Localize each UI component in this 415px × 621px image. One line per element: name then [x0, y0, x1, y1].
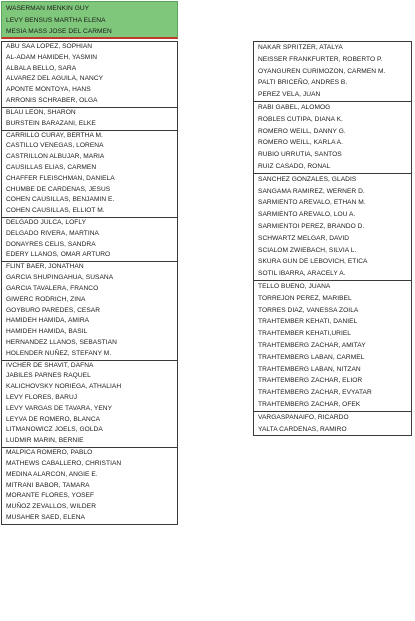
name-entry: SOTIL IBARRA, ARACELY A.: [258, 270, 346, 278]
name-entry: TRAHTEMBER KEHATI, DANIEL: [258, 318, 358, 326]
name-entry: DELGADO RIVERA, MARTINA: [6, 229, 99, 237]
name-group: [253, 41, 412, 102]
name-entry: MUSAHER SAED, ELENA: [6, 513, 85, 521]
name-entry: TRAHTEMBERG ZACHAR, ELIOR: [258, 377, 363, 385]
name-entry: ALBALA BELLO, SARA: [6, 64, 77, 72]
name-entry: TORREJON PEREZ, MARIBEL: [258, 294, 352, 302]
name-entry: ROMERO WEILL, DANNY G.: [258, 127, 346, 135]
name-entry: RABI GABEL, ALOMOG: [258, 103, 331, 111]
right-name-column: [253, 41, 412, 436]
name-entry: SCIALOM ZWIEBACH, SILVIA L.: [258, 246, 357, 254]
name-entry: GIWERC RODRICH, ZINA: [6, 295, 86, 303]
name-entry: RUBIO URRUTIA, SANTOS: [258, 151, 342, 159]
name-entry: CAUSILLAS ELIAS, CARMEN: [6, 163, 97, 171]
name-entry: CHUMBE DE CARDENAS, JESUS: [6, 185, 111, 193]
name-group: [1, 131, 178, 219]
name-entry: SARMIENTO AREVALO, LOU A.: [258, 211, 356, 219]
name-group: [253, 102, 412, 174]
name-entry: BURSTEIN BARAZANI, ELKE: [6, 119, 96, 127]
name-group: [1, 448, 178, 525]
name-entry: LUDMIR MARIN, BERNIE: [6, 437, 84, 445]
name-entry: NEISSER FRANKFURTER, ROBERTO P.: [258, 55, 383, 63]
name-entry: MITRANI BABOR, TAMARA: [6, 481, 90, 489]
header-name: WASERMAN MENKIN GUY: [6, 5, 90, 12]
name-entry: IVCHER DE SHAVIT, DAFNA: [6, 361, 94, 369]
name-entry: DONAYRES CELIS, SANDRA: [6, 240, 96, 248]
name-group: [253, 412, 412, 437]
name-entry: TRAHTEMBERG LABAN, NITZAN: [258, 365, 361, 373]
name-entry: TORRES DIAZ, VANESSA ZOILA: [258, 306, 359, 314]
name-entry: HERNANDEZ LLANOS, SEBASTIAN: [6, 338, 117, 346]
name-entry: LEVY FLORES, BARUJ: [6, 394, 78, 401]
name-entry: TRAHTEMBERG ZACHAR, EVYATAR: [258, 389, 372, 397]
name-group: [1, 262, 178, 360]
name-entry: APONTE MONTOYA, HANS: [6, 86, 91, 94]
name-entry: MEDINA ALARCON, ANGIE E.: [6, 470, 98, 478]
name-entry: MUÑOZ ZEVALLOS, WILDER: [6, 503, 97, 511]
name-entry: TRAHTEMBERG ZACHAR, OFEK: [258, 400, 361, 408]
name-entry: RUIZ CASADO, RONAL: [258, 162, 331, 170]
name-entry: SANCHEZ GONZALES, GLADIS: [258, 175, 357, 183]
name-entry: ROMERO WEILL, KARLA A.: [258, 139, 344, 147]
name-entry: HOLENDER NUÑEZ, STEFANY M.: [6, 349, 112, 357]
name-entry: TRAHTEMBERG ZACHAR, AMITAY: [258, 341, 366, 349]
name-entry: COHEN CAUSILLAS, BENJAMIN E.: [6, 196, 115, 204]
name-entry: MORANTE FLORES, YOSEF: [6, 492, 95, 500]
name-entry: BLAU LEON, SHARON: [6, 108, 76, 116]
name-entry: EDERY LLANOS, OMAR ARTURO: [6, 251, 111, 259]
name-entry: LEVY VARGAS DE TAVARA, YENY: [6, 404, 113, 412]
name-entry: LITMANOWICZ JOELS, GOLDA: [6, 426, 103, 434]
name-entry: NAKAR SPRITZER, ATALYA: [258, 44, 343, 51]
name-entry: CARRILLO CURAY, BERTHA M.: [6, 131, 103, 139]
name-group: [1, 108, 178, 131]
name-group: [253, 281, 412, 412]
name-entry: AL-ADAM HAMIDEH, YASMIN: [6, 53, 98, 61]
name-entry: HAMIDEH HAMIDA, AMIRA: [6, 317, 90, 325]
name-entry: MALPICA ROMERO, PABLO: [6, 449, 93, 457]
name-entry: DELGADO JULCA, LOFLY: [6, 219, 87, 226]
name-entry: ALVAREZ DEL AGUILA, NANCY: [6, 75, 104, 83]
name-entry: VARGASPANAIFO, RICARDO: [258, 413, 349, 421]
left-name-column: [1, 41, 178, 525]
name-entry: TRAHTEMBERG LABAN, CARMEL: [258, 353, 365, 361]
name-entry: TELLO BUENO, JUANA: [258, 282, 331, 290]
name-entry: SARMIENTOI PEREZ, BRANDO D.: [258, 222, 365, 230]
header-name: LEVY BENSUS MARTHA ELENA: [6, 16, 106, 24]
name-entry: YALTA CARDENAS, RAMIRO: [258, 425, 347, 433]
name-entry: CASTRILLON ALBUJAR, MARIA: [6, 153, 105, 161]
name-entry: SARMIENTO AREVALO, ETHAN M.: [258, 199, 366, 207]
highlighted-header-block: [1, 1, 178, 39]
name-group: [253, 174, 412, 281]
name-group: [1, 41, 178, 108]
name-entry: SCHWARTZ MELGAR, DAVID: [258, 234, 350, 242]
name-entry: KALICHOVSKY NORIEGA, ATHALIAH: [6, 383, 122, 391]
name-entry: PALTI BRICEÑO, ANDRES B.: [258, 79, 348, 87]
name-group: [1, 218, 178, 262]
name-entry: ROBLES CUTIPA, DIANA K.: [258, 115, 343, 123]
name-entry: GARCIA TAVALERA, FRANCO: [6, 284, 99, 292]
header-name: MESIA MASS JOSE DEL CARMEN: [6, 28, 112, 35]
name-entry: MATHEWS CABALLERO, CHRISTIAN: [6, 459, 122, 467]
name-entry: ARRONIS SCHRABER, OLGA: [6, 97, 98, 105]
name-entry: JABILES PARNES RAQUEL: [6, 372, 91, 380]
name-entry: COHEN CAUSILLAS, ELLIOT M.: [6, 207, 105, 215]
name-entry: GOYBURO PAREDES, CESAR: [6, 306, 101, 314]
name-entry: SKURA GUN DE LEBOVICH, ETICA: [258, 258, 368, 266]
name-entry: FLINT BAER, JONATHAN: [6, 263, 84, 271]
name-entry: TRAHTEMBER KEHATI,URIEL: [258, 330, 351, 338]
name-entry: HAMIDEH HAMIDA, BASIL: [6, 328, 88, 336]
name-entry: SANGAMA RAMIREZ, WERNER D.: [258, 187, 365, 195]
name-entry: CASTILLO VENEGAS, LORENA: [6, 142, 104, 150]
name-entry: PEREZ VELA, JUAN: [258, 91, 321, 99]
name-entry: GARCIA SHUPINGAHUA, SUSANA: [6, 274, 114, 282]
name-entry: CHAFFER FLEISCHMAN, DANIELA: [6, 174, 115, 182]
name-entry: LEYVA DE ROMERO, BLANCA: [6, 415, 101, 423]
name-entry: OYANGUREN CURIMOZON, CARMEN M.: [258, 67, 386, 75]
name-group: [1, 361, 178, 449]
name-entry: ABU SAA LOPEZ, SOPHIAN: [6, 43, 93, 50]
